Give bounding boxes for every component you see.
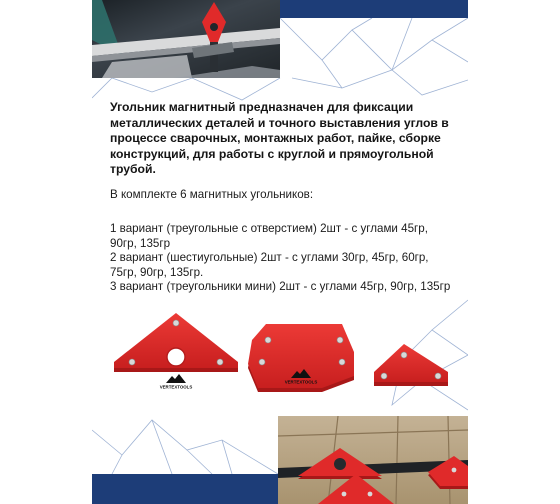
variant-3-text: 3 вариант (треугольники мини) 2шт - с углами 45гр, 90гр, 135гр xyxy=(110,280,451,293)
variant-1-text: 1 вариант (треугольные с отверстием) 2шт - с углами 45гр, 90гр, 135гр xyxy=(110,222,428,250)
magnets-illustration xyxy=(92,310,468,400)
variant-2-text: 2 вариант (шестиугольные) 2шт - с углами 30гр, 45гр, 60гр, 75гр, 90гр, 135гр. xyxy=(110,251,429,279)
mountain-logo-icon xyxy=(166,374,186,383)
workbench-photo-illustration xyxy=(278,416,468,504)
kit-heading: В комплекте 6 магнитных угольников: xyxy=(110,188,314,201)
bottom-product-photo xyxy=(278,416,468,504)
top-product-photo xyxy=(92,0,280,78)
top-navy-band xyxy=(280,0,468,18)
brand-logo-text: VERTEXTOOLS xyxy=(284,379,318,385)
magnet-triangle-large xyxy=(114,313,238,390)
magnet-hexagon xyxy=(248,324,354,392)
welding-photo-illustration xyxy=(92,0,280,78)
brand-logo-text: VERTEXTOOLS xyxy=(159,384,193,390)
product-card xyxy=(92,0,468,504)
product-description: Угольник магнитный предназначен для фиксации металлических деталей и точного выставления углов в процессе сварочных, монтажных работ, пайке, сборке конструкций, для работы с круглой и прямоугольной трубой. xyxy=(110,100,449,176)
magnet-triangle-mini xyxy=(374,344,448,386)
